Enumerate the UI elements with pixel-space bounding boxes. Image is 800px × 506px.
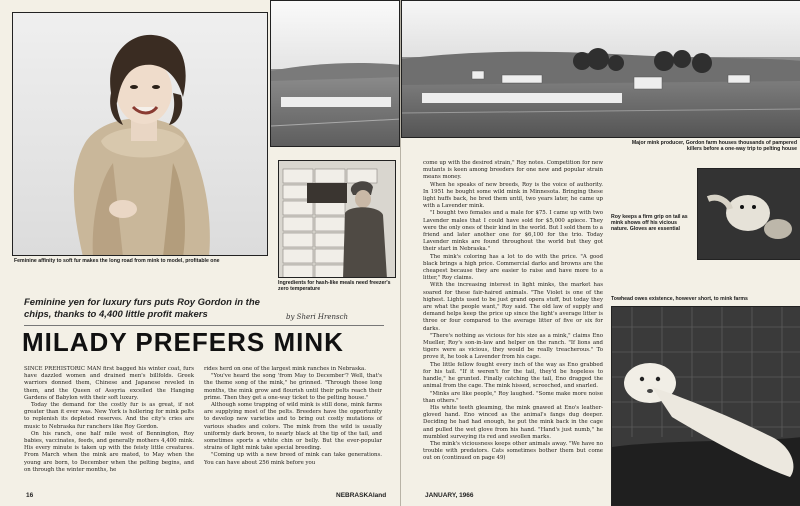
paragraph: On his ranch, one half mile west of Bennington, Roy babies, vaccinates, feeds, and generally mothers 4,400 mink. His every minute is taken up with the feisty little creatures. From March when the mink are mated, to May when the young are born, to December when the pelting begins, and on through the winter months, he <box>24 430 194 473</box>
model-photo <box>12 12 268 256</box>
paragraph: rides herd on one of the largest mink ranches in Nebraska. <box>204 366 366 372</box>
magazine-name: NEBRASKAland <box>336 492 387 499</box>
towhead-caption: Towhead owes existence, however short, to mink farms <box>611 296 748 302</box>
paragraph: With the increasing interest in light minks, the market has soared for these fair-haired animals. "The Violet is one of the highest. Lights used to be just grand opera stuff, but today they are what the people want," Roy said. The old law of supply and demand helps keep the price up since the light's average litter is three or four compared to the average litter of five or six for darks. <box>423 282 603 332</box>
freezer-photo <box>278 160 396 278</box>
model-caption: Feminine affinity to soft fur makes the long road from mink to model, profitable one <box>14 258 220 264</box>
grip-caption: Roy keeps a firm grip on tail as mink shows off his vicious nature. Gloves are essential <box>611 214 688 233</box>
paragraph: "You've heard the song 'from May to December'? Well, that's the theme song of the mink," he grinned. "Through those long months, the mink grow and flourish until their pelts reach their prime. Then they get a one-way ticket to the pelting house." <box>204 373 382 401</box>
paragraph: Today the demand for the costly fur is as great, if not greater than it ever was. New York is hollering for mink pelts to replenish its depleted reserves. And the city's cries are music to Nebraska fur ranchers like Roy Gordon. <box>24 402 194 430</box>
left-column-1 <box>24 366 194 474</box>
paragraph: When he speaks of new breeds, Roy is the voice of authority. In 1951 he bought some wild mink in Minnesota. Bringing these light huffs back, he bred them until, two years later, he came up with a Lavender mink. <box>423 181 603 210</box>
paragraph: come up with the desired strain," Roy notes. Competition for new mutants is keen among breeders for one new and popular strain means money. <box>423 160 603 181</box>
paragraph: His white teeth gleaming, the mink gnawed at Eno's leather-gloved hand. Eno winced as the animal's fangs dug deeper. Deciding he had had enough, he put the mink back in the cage and pulled the wet glove from his hand. "Hand's just numb," he mumbled surveying its red and swollen marks. <box>423 404 603 440</box>
ingredients-caption: Ingredients for hash-like meals need freezer's zero temperature <box>278 280 391 293</box>
paragraph: "There's nothing as vicious for his size as a mink," claims Eno Mueller, Roy's son-in-law and helper on the ranch. "If lions and tigers were as vicious, they would be really treacherous." To prove it, he took a Lavender from his cage. <box>423 332 603 361</box>
towhead-photo <box>611 306 800 506</box>
article-headline: MILADY PREFERS MINK <box>22 327 344 357</box>
paragraph: "Coming up with a new breed of mink can take generations. You can have about 256 mink before you <box>204 452 382 466</box>
farm-photo <box>401 0 800 138</box>
paragraph: The little fellow fought every inch of the way as Eno grabbed for his tail. "If it weren't for the tail, they'd be hopeless to handle," he grunted. Finally catching the tail, Eno dragged the animal from the cage. The mink hissed, screeched, and snarled. <box>423 361 603 390</box>
article-subhead: Feminine yen for luxury furs puts Roy Gordon in the chips, thanks to 4,400 little profit makers <box>24 297 260 320</box>
grip-photo <box>697 168 800 260</box>
farm-caption: Major mink producer, Gordon farm houses thousands of pampered killers before a one-way trip to pelting house <box>631 140 797 153</box>
paragraph: "I bought two females and a male for $75. I came up with two Lavender males that I could have sold for $5,000 apiece. They were the only ones of their kind in the world. But I sold them to a friend and later another one for $6,100 for the trio. Today Lavender minks are found throughout the world but they got their start in Nebraska." <box>423 210 603 253</box>
left-column-2 <box>204 366 382 467</box>
issue-date: JANUARY, 1966 <box>425 492 474 499</box>
paragraph: The mink's coloring has a lot to do with the price. "A good black brings a high price. Commercial darks and browns are the cheapest because they are easier to raise and have more to a litter," Roy claims. <box>423 253 603 282</box>
paragraph: Although some trapping of wild mink is still done, mink farms are supplying most of the pelts. Breeders have the opportunity to develop new varieties and to bring out costly mutations of various shades and colors. The mink from the wild is usually uniformly dark brown, to nearly black at the tip of the tail, and sometimes sports a white chin or belly. But the ever-popular strains of light mink take special breeding. <box>204 402 382 452</box>
article-byline: by Sheri Hrensch <box>286 313 349 321</box>
right-column-1 <box>423 160 603 463</box>
right-page <box>400 0 800 506</box>
paragraph: The mink's viciousness keeps other animals away. "We have no trouble with predators. Cats sometimes bother them but come out on (continued on page 49) <box>423 440 603 462</box>
paragraph: "Minks are like people," Roy laughed. "Some make more noise than others." <box>423 390 603 404</box>
paragraph: SINCE PREHISTORIC MAN first bagged his winter coat, furs have dazzled women and drained men's billfolds. Greek warriors donned them, Chinese and Japanese reveled in them, and the Queen of Assyria excelled the Hanging Gardens of Babylon with their soft luxury. <box>24 366 194 401</box>
headline-rule <box>24 325 384 326</box>
continued-note: (continued on page 49) <box>442 455 506 462</box>
page-number-left: 16 <box>26 492 34 499</box>
field-photo-top <box>270 0 400 147</box>
